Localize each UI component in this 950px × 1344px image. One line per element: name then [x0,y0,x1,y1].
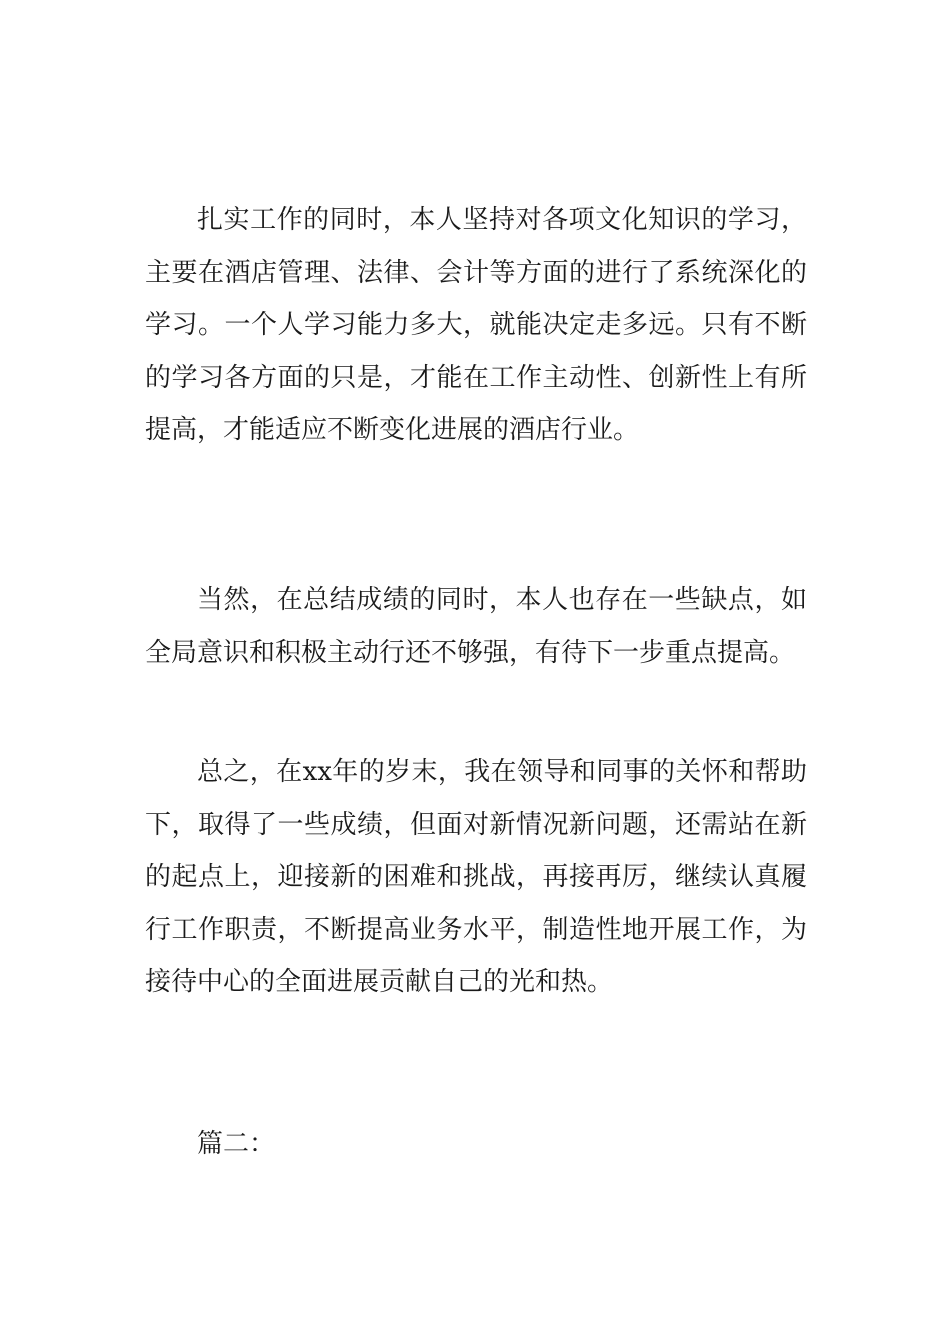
paragraph-shortcomings: 当然，在总结成绩的同时，本人也存在一些缺点，如全局意识和积极主动行还不够强，有待下一步重点提高。 [145,585,807,668]
paragraph-study: 扎实工作的同时，本人坚持对各项文化知识的学习，主要在酒店管理、法律、会计等方面的进行了系统深化的学习。一个人学习能力多大，就能决定走多远。只有不断的学习各方面的只是，才能在工作主动性、创新性上有所提高，才能适应不断变化进展的酒店行业。 [145,205,807,445]
section-heading-part-two: 篇二： [197,1129,276,1159]
paragraph-conclusion: 总之，在xx年的岁末，我在领导和同事的关怀和帮助下，取得了一些成绩，但面对新情况新问题，还需站在新的起点上，迎接新的困难和挑战，再接再厉，继续认真履行工作职责，不断提高业务水平，制造性地开展工作，为接待中心的全面进展贡献自己的光和热。 [145,757,807,997]
